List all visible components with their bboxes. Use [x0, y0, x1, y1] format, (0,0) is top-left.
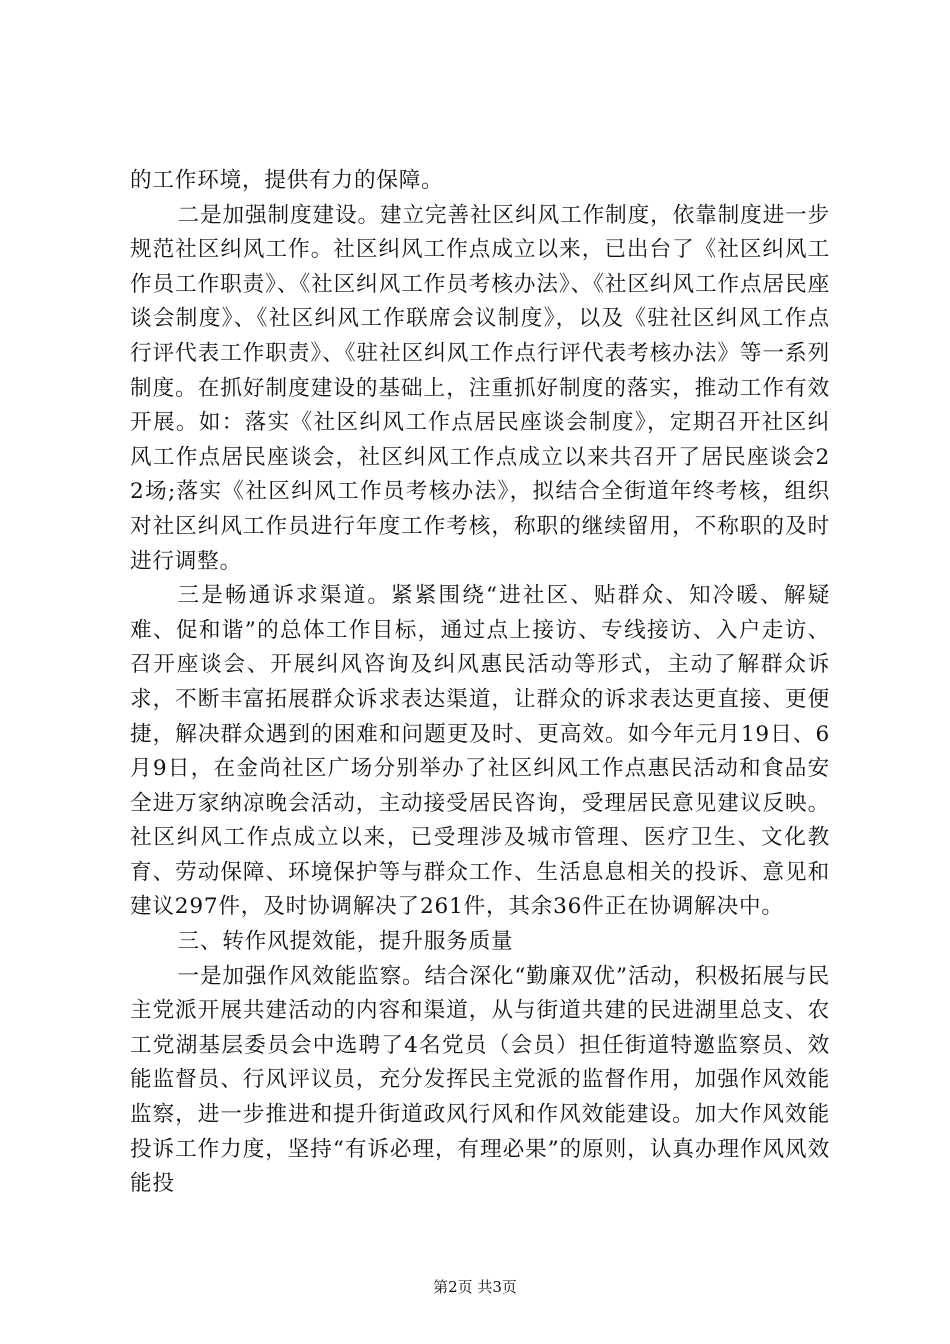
- paragraph-institution-building: 二是加强制度建设。建立完善社区纠风工作制度，依靠制度进一步规范社区纠风工作。社区纠风工作点成立以来，已出台了《社区纠风工作员工作职责》、《社区纠风工作员考核办法》、《社区纠风工作点居民座谈会制度》、《社区纠风工作联席会议制度》，以及《驻社区纠风工作点行评代表工作职责》、《驻社区纠风工作点行评代表考核办法》等一系列制度。在抓好制度建设的基础上，注重抓好制度的落实，推动工作有效开展。如：落实《社区纠风工作点居民座谈会制度》，定期召开社区纠风工作点居民座谈会，社区纠风工作点成立以来共召开了居民座谈会22场;落实《社区纠风工作员考核办法》，拟结合全街道年终考核，组织对社区纠风工作员进行年度工作考核，称职的继续留用，不称职的及时进行调整。: [130, 202, 830, 574]
- page-number: 第2页 共3页: [433, 1278, 517, 1296]
- section-heading: 三、转作风提效能，提升服务质量: [177, 929, 514, 955]
- paragraph-efficiency-supervision: 一是加强作风效能监察。结合深化“勤廉双优”活动，积极拓展与民主党派开展共建活动的内容和渠道，从与街道共建的民进湖里总支、农工党湖基层委员会中选聘了4名党员（会员）担任街道特邀监察员、效能监督员、行风评议员，充分发挥民主党派的监督作用，加强作风效能监察，进一步推进和提升街道政风行风和作风效能建设。加大作风效能投诉工作力度，坚持“有诉必理，有理必果”的原则，认真办理作风风效能投: [130, 963, 830, 1197]
- paragraph-continuation: 的工作环境，提供有力的保障。: [130, 168, 444, 193]
- document-body: [130, 164, 830, 1202]
- paragraph-appeal-channels: 三是畅通诉求渠道。紧紧围绕“进社区、贴群众、知冷暖、解疑难、促和谐”的总体工作目标，通过点上接访、专线接访、入户走访、召开座谈会、开展纠风咨询及纠风惠民活动等形式，主动了解群众诉求，不断丰富拓展群众诉求表达渠道，让群众的诉求表达更直接、更便捷，解决群众遇到的困难和问题更及时、更高效。如今年元月19日、6月9日，在金尚社区广场分别举办了社区纠风工作点惠民活动和食品安全进万家纳凉晚会活动，主动接受居民咨询，受理居民意见建议反映。社区纠风工作点成立以来，已受理涉及城市管理、医疗卫生、文化教育、劳动保障、环境保护等与群众工作、生活息息相关的投诉、意见和建议297件，及时协调解决了261件，其余36件正在协调解决中。: [130, 583, 830, 920]
